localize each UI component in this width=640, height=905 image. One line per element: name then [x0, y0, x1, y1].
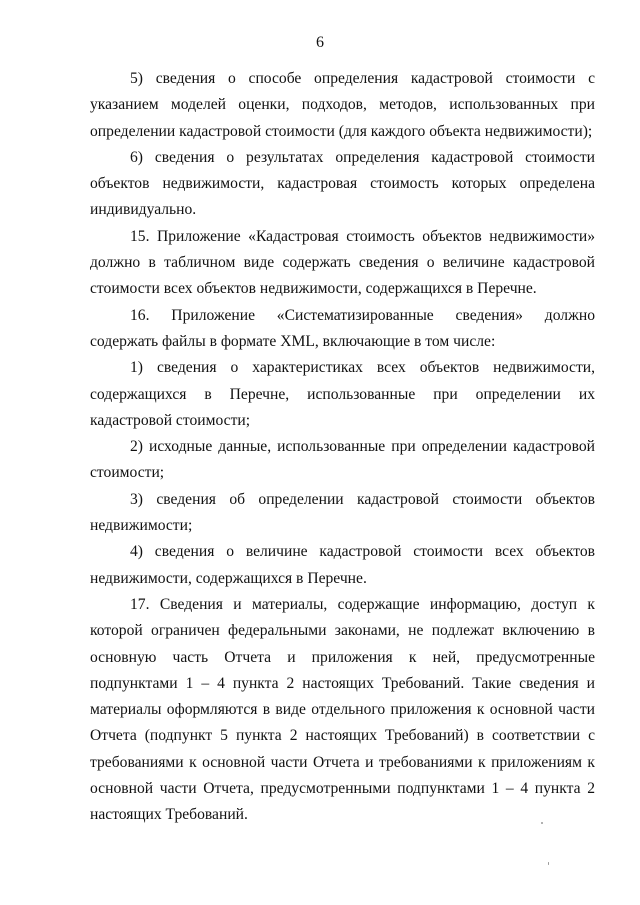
paragraph-section-17: 17. Сведения и материалы, содержащие информацию, доступ к которой ограничен федеральными законами, не подлежат включению в основную часть Отчета и приложения к ней, предусмотренные подпунктами 1 – 4 пункта 2 настоящих Требований. Такие сведения и материалы оформляются в виде отдельного приложения к основной части Отчета (подпункт 5 пункта 2 настоящих Требований) в соответствии с требованиями к основной части Отчета и требованиями к приложениям к основной части Отчета, предусмотренными подпунктами 1 – 4 пункта 2 настоящих Требований. [90, 595, 595, 824]
paragraph-subitem-1: 1) сведения о характеристиках всех объектов недвижимости, содержащихся в Перечне, использованные при определении их кадастровой стоимости; [90, 359, 595, 429]
paragraph-subitem-4: 4) сведения о величине кадастровой стоимости всех объектов недвижимости, содержащихся в Перечне. [90, 543, 595, 587]
paragraph-item-5: 5) сведения о способе определения кадастровой стоимости с указанием моделей оценки, подходов, методов, использованных при определении кадастровой стоимости (для каждого объекта недвижимости); [90, 70, 595, 140]
page-number: 6 [316, 34, 324, 51]
scan-speck [548, 862, 549, 865]
paragraph-section-16: 16. Приложение «Систематизированные сведения» должно содержать файлы в формате XML, включающие в том числе: [90, 306, 595, 350]
paragraph-item-6: 6) сведения о результатах определения кадастровой стоимости объектов недвижимости, кадастровая стоимость которых определена индивидуально. [90, 148, 595, 219]
paragraph-section-15: 15. Приложение «Кадастровая стоимость объектов недвижимости» должно в табличном виде содержать сведения о величине кадастровой стоимости всех объектов недвижимости, содержащихся в Перечне. [90, 227, 595, 298]
document-body [90, 66, 595, 829]
paragraph-subitem-3: 3) сведения об определении кадастровой стоимости объектов недвижимости; [90, 490, 595, 535]
scan-speck [541, 822, 543, 824]
paragraph-subitem-2: 2) исходные данные, использованные при определении кадастровой стоимости; [90, 438, 595, 482]
